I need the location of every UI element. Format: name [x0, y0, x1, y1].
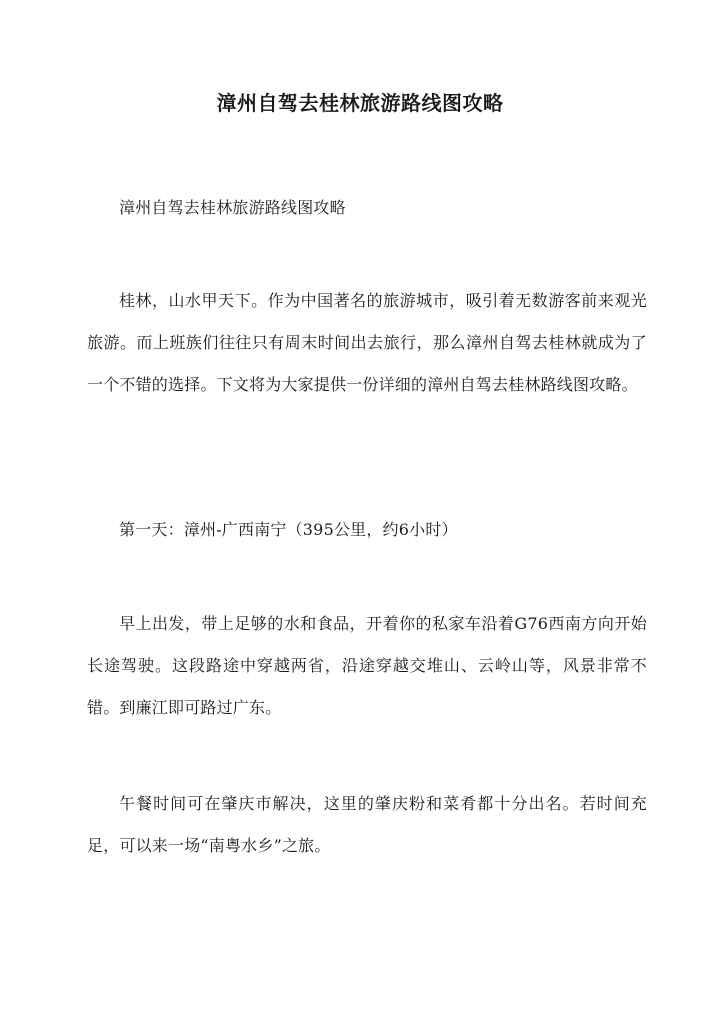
intro-paragraph: 桂林，山水甲天下。作为中国著名的旅游城市，吸引着无数游客前来观光旅游。而上班族们往往只有周末时间出去旅行，那么漳州自驾去桂林就成为了一个不错的选择。下文将为大家提供一份详细的漳州自驾去桂林路线图攻略。 — [87, 291, 647, 394]
day1-heading: 第一天：漳州-广西南宁（395公里，约6小时） — [119, 520, 458, 539]
document-title: 漳州自驾去桂林旅游路线图攻略 — [216, 91, 504, 115]
morning-paragraph: 早上出发，带上足够的水和食品，开着你的私家车沿着G76西南方向开始长途驾驶。这段路途中穿越两省，沿途穿越交堆山、云岭山等，风景非常不错。到廉江即可路过广东。 — [87, 614, 647, 717]
lunch-paragraph: 午餐时间可在肇庆市解决，这里的肇庆粉和菜肴都十分出名。若时间充足，可以来一场“南粤水乡”之旅。 — [87, 794, 647, 855]
subtitle-paragraph: 漳州自驾去桂林旅游路线图攻略 — [119, 198, 346, 217]
